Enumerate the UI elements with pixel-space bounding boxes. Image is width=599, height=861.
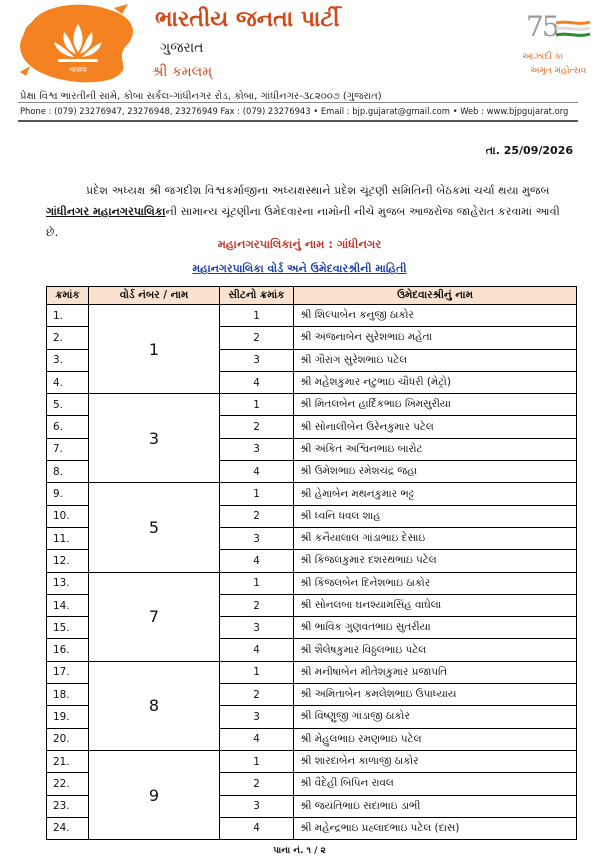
candidate-cell: શ્રી ભાવિક ગુણવંતભાઇ સુતરીયા	[294, 617, 577, 639]
serial-cell: 16.	[47, 639, 89, 661]
candidate-cell: શ્રી વિષ્ણુજી ગાંડાજી ઠાકોર	[294, 706, 577, 728]
table-row	[47, 572, 577, 594]
candidate-cell: શ્રી ધ્વનિ ધવલ શાહ	[294, 505, 577, 527]
header-seat: સીટનો ક્રમાંક	[220, 287, 294, 305]
candidate-cell: શ્રી શારદાબેન કાળાજી ઠાકોર	[294, 750, 577, 772]
table-row	[47, 483, 577, 505]
seat-cell: 2	[220, 416, 294, 438]
serial-cell: 19.	[47, 706, 89, 728]
table-row	[47, 305, 577, 327]
candidate-cell: શ્રી હેમાબેન મથનકુમાર ભટ્ટ	[294, 483, 577, 505]
candidate-cell: શ્રી કનૈયાલાલ ગાંડાભાઇ દેસાઇ	[294, 527, 577, 549]
serial-cell: 20.	[47, 728, 89, 750]
candidate-cell: શ્રી વૈદેહી બિપિન રાવલ	[294, 773, 577, 795]
party-name: ભારતીય જનતા પાર્ટી	[155, 6, 340, 32]
serial-cell: 3.	[47, 349, 89, 371]
candidate-cell: શ્રી ગૌરાંગ સુરેશભાઇ પટેલ	[294, 349, 577, 371]
serial-cell: 10.	[47, 505, 89, 527]
seat-cell: 2	[220, 505, 294, 527]
candidate-cell: શ્રી શિલ્પાબેન કનુજી ઠાકોર	[294, 305, 577, 327]
header-serial: ક્રમાંક	[47, 287, 89, 305]
seat-cell: 3	[220, 438, 294, 460]
table-row	[47, 661, 577, 683]
serial-cell: 1.	[47, 305, 89, 327]
candidate-cell: શ્રી અંજનાબેન સુરેશભાઇ મહેતા	[294, 327, 577, 349]
logo-caption: भाजपा	[69, 66, 87, 74]
candidate-cell: શ્રી મહેન્દ્રભાઇ પ્રહ્લાદભાઇ પટેલ (દાસ)	[294, 817, 577, 839]
serial-cell: 13.	[47, 572, 89, 594]
seat-cell: 1	[220, 750, 294, 772]
header-candidate: ઉમેદવારશ્રીનું નામ	[294, 287, 577, 305]
paragraph-corporation: ગાંધીનગર મહાનગરપાલિકા	[46, 205, 166, 218]
serial-cell: 23.	[47, 795, 89, 817]
candidate-cell: શ્રી અંકિત અશ્વિનભાઇ બારોટ	[294, 438, 577, 460]
serial-cell: 15.	[47, 617, 89, 639]
seat-cell: 1	[220, 661, 294, 683]
serial-cell: 11.	[47, 527, 89, 549]
document-date: તા. 25/09/2026	[485, 144, 573, 157]
bjp-lotus-logo	[14, 2, 142, 84]
office-address: પ્રેક્ષા વિશ્વ ભારતીની સામે, કોબા સર્કલ-ગાંધીનગર રોડ, કોબા, ગાંધીનગર-૩૮૨૦૦૭ (ગુજરાત)	[20, 91, 382, 102]
seat-cell: 2	[220, 684, 294, 706]
header-ward: વોર્ડ નંબર / નામ	[89, 287, 220, 305]
candidate-cell: શ્રી અમિતાબેન કમલેશભાઇ ઉપાધ્યાય	[294, 684, 577, 706]
seat-cell: 2	[220, 773, 294, 795]
seat-cell: 4	[220, 728, 294, 750]
serial-cell: 9.	[47, 483, 89, 505]
seat-cell: 3	[220, 706, 294, 728]
table-row	[47, 750, 577, 772]
header-divider	[18, 102, 578, 103]
seat-cell: 1	[220, 394, 294, 416]
corporation-subtitle: મહાનગરપાલિકા વોર્ડ અને ઉમેદવારશ્રીની માહિતી	[192, 262, 407, 275]
seat-cell: 3	[220, 527, 294, 549]
candidate-cell: શ્રી કિંજલબેન દિનેશભાઇ ઠાકોર	[294, 572, 577, 594]
candidate-cell: શ્રી મેહુલભાઇ રમણભાઇ પટેલ	[294, 728, 577, 750]
candidate-cell: શ્રી કિંજલકુમાર દશરથભાઇ પટેલ	[294, 550, 577, 572]
seat-cell: 1	[220, 305, 294, 327]
serial-cell: 6.	[47, 416, 89, 438]
serial-cell: 18.	[47, 684, 89, 706]
seat-cell: 4	[220, 461, 294, 483]
ward-cell: 8	[89, 661, 220, 750]
ward-cell: 1	[89, 305, 220, 394]
seat-cell: 3	[220, 617, 294, 639]
candidate-cell: શ્રી જયંતિભાઇ સદાભાઇ ડાભી	[294, 795, 577, 817]
seat-cell: 1	[220, 483, 294, 505]
serial-cell: 4.	[47, 371, 89, 393]
serial-cell: 14.	[47, 594, 89, 616]
seat-cell: 4	[220, 371, 294, 393]
letterhead	[0, 0, 599, 125]
paragraph-part-2: ની સામાન્ય ચૂંટણીના ઉમેદવારના નામોની નીચે મુજબ આજરોજ જાહેરાત કરવામાં આવી છે.	[46, 205, 560, 239]
candidate-cell: શ્રી મહેશકુમાર નટુભાઇ ચૌધરી (મેટ્રો)	[294, 371, 577, 393]
seat-cell: 3	[220, 349, 294, 371]
serial-cell: 5.	[47, 394, 89, 416]
candidate-cell: શ્રી મિતલબેન હાર્દિકભાઇ ખિમસુરીયા	[294, 394, 577, 416]
seat-cell: 1	[220, 572, 294, 594]
serial-cell: 12.	[47, 550, 89, 572]
serial-cell: 8.	[47, 461, 89, 483]
header-divider-bottom	[18, 120, 578, 122]
ward-cell: 9	[89, 750, 220, 839]
serial-cell: 24.	[47, 817, 89, 839]
tricolor-flag-icon	[554, 20, 592, 40]
azadi-number: 75	[526, 10, 558, 43]
candidates-table	[46, 286, 577, 840]
ward-cell: 7	[89, 572, 220, 661]
table-row	[47, 394, 577, 416]
paragraph-part-1: પ્રદેશ અધ્યક્ષ શ્રી જગદીશ વિશ્વકર્માજીના અધ્યક્ષસ્થાને પ્રદેશ ચૂંટણી સમિતિની બેઠકમાં ચર્ચા થયા મુજબ	[86, 184, 550, 197]
azadi-line-2: અમૃત મહોત્સવ	[530, 66, 587, 76]
candidate-cell: શ્રી ઉમેશભાઇ રમેશચંદ્ર જહા	[294, 461, 577, 483]
seat-cell: 2	[220, 594, 294, 616]
candidate-cell: શ્રી સોનલબા ઘનશ્યામસિંહ વાઘેલા	[294, 594, 577, 616]
candidate-cell: શ્રી સોનાલીબેન ઉરેનકુમાર પટેલ	[294, 416, 577, 438]
announcement-paragraph	[46, 180, 566, 243]
serial-cell: 22.	[47, 773, 89, 795]
ward-cell: 3	[89, 394, 220, 483]
page-number: પાના નં. ૧ / ૨	[273, 846, 326, 856]
azadi-line-1: આઝાદી કા	[522, 52, 564, 62]
seat-cell: 4	[220, 639, 294, 661]
serial-cell: 2.	[47, 327, 89, 349]
azadi-ka-amrit-mahotsav-logo	[520, 12, 596, 84]
ward-cell: 5	[89, 483, 220, 572]
office-contact: Phone : (079) 23276947, 23276948, 23276949 Fax : (079) 23276943 • Email : bjp.gujarat@gmail.com • Web : www.bjpgujarat.org	[20, 106, 569, 116]
corporation-title: મહાનગરપાલિકાનું નામ : ગાંધીનગર	[217, 237, 382, 251]
seat-cell: 2	[220, 327, 294, 349]
candidate-cell: શ્રી મનીષાબેન મીતેશકુમાર પ્રજાપતિ	[294, 661, 577, 683]
serial-cell: 17.	[47, 661, 89, 683]
serial-cell: 7.	[47, 438, 89, 460]
serial-cell: 21.	[47, 750, 89, 772]
party-office-name: શ્રી કમલમ્	[152, 64, 213, 80]
party-state: ગુજરાત	[160, 40, 204, 56]
seat-cell: 4	[220, 550, 294, 572]
seat-cell: 3	[220, 795, 294, 817]
candidate-cell: શ્રી શૈલેષકુમાર વિઠ્ઠલભાઇ પટેલ	[294, 639, 577, 661]
table-header-row	[47, 287, 577, 305]
seat-cell: 4	[220, 817, 294, 839]
